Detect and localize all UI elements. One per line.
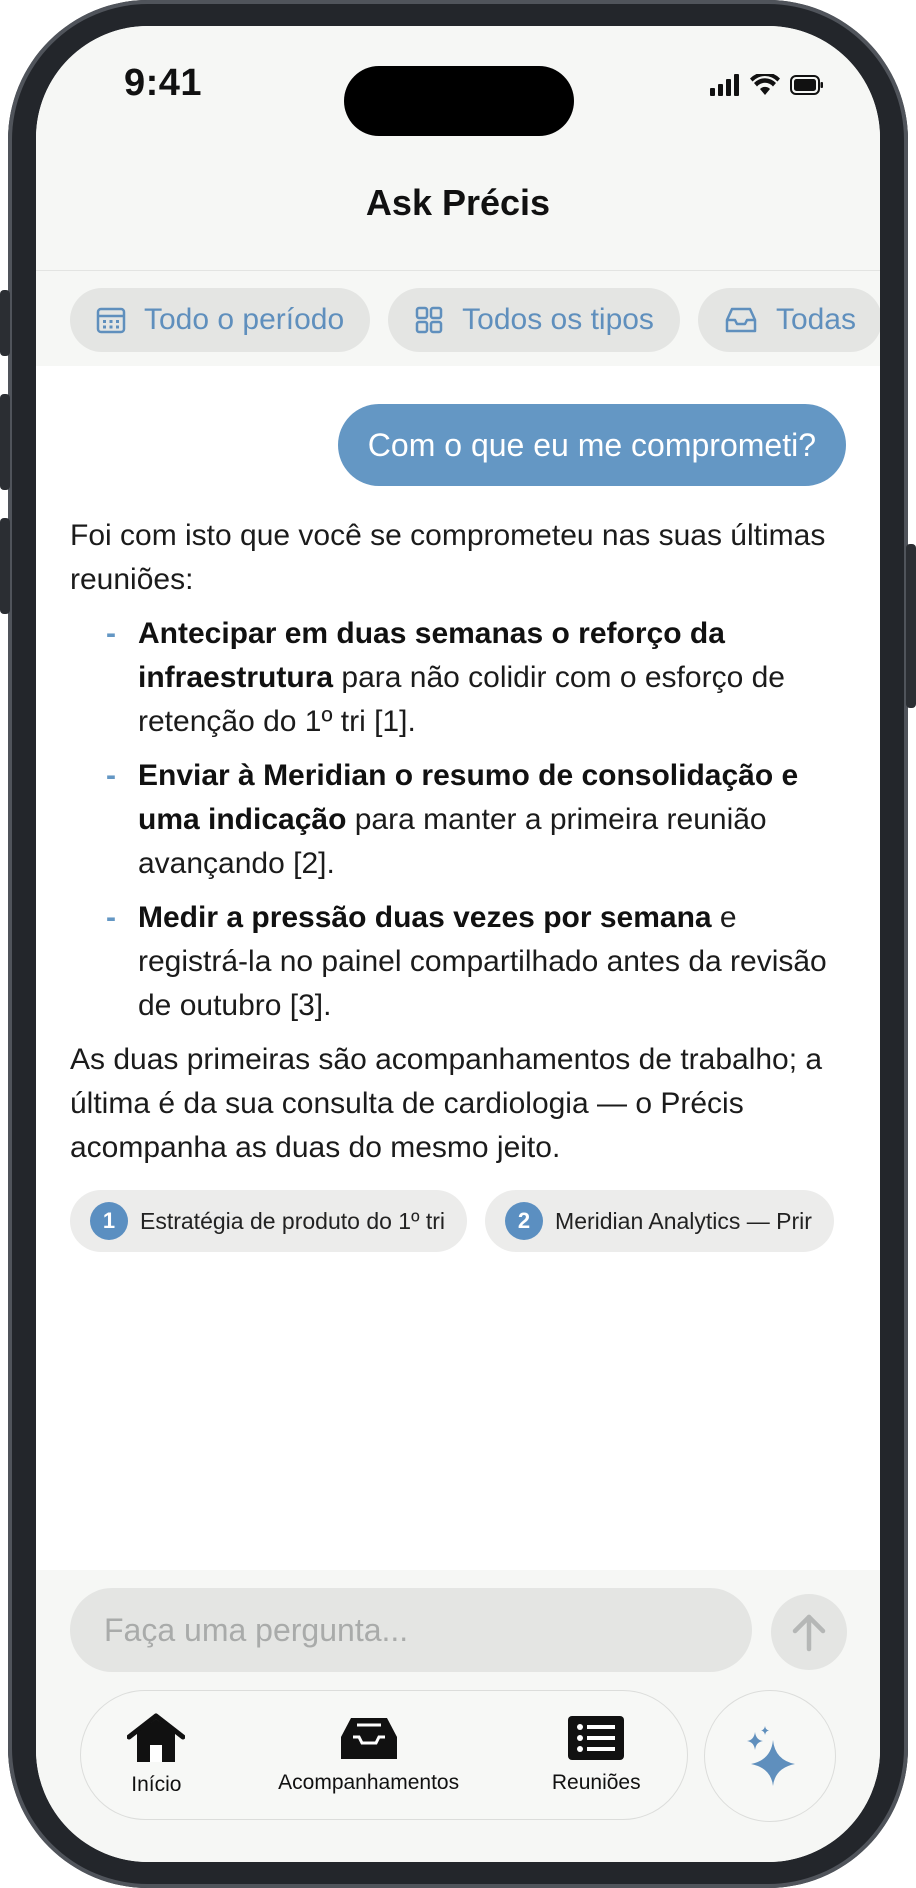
home-icon	[127, 1713, 185, 1763]
source-number: 1	[90, 1202, 128, 1240]
commitment-item	[70, 754, 850, 886]
screen	[36, 26, 880, 1862]
send-button[interactable]	[771, 1594, 847, 1670]
filter-source-label: Todas	[775, 303, 856, 336]
bullet-dash: -	[106, 901, 116, 934]
header-divider	[36, 270, 880, 271]
source-label: Estratégia de produto do 1º tri	[140, 1207, 446, 1234]
filter-type-label: Todos os tipos	[462, 303, 654, 336]
arrow-up-icon	[791, 1612, 827, 1652]
commitment-detail: e registrá-la no painel compartilhado antes da revisão de outubro [3].	[138, 901, 827, 1022]
filter-chips	[70, 288, 880, 352]
commitment-item	[70, 896, 850, 1028]
volume-up-button	[0, 394, 10, 490]
source-label: Meridian Analytics — Prir	[555, 1207, 812, 1234]
user-message-text: Com o que eu me comprometi?	[367, 426, 816, 463]
volume-down-button	[0, 518, 10, 614]
commitment-item	[70, 612, 850, 744]
answer-outro: As duas primeiras são acompanhamentos de trabalho; a última é da sua consulta de cardiologia — o Précis acompanha as duas do mesmo jeito.	[70, 1043, 823, 1164]
filter-type-chip[interactable]	[388, 288, 680, 352]
power-button	[906, 544, 916, 708]
source-chip[interactable]	[70, 1190, 467, 1252]
filter-source-chip[interactable]	[698, 288, 880, 352]
battery-icon	[790, 75, 824, 95]
sparkles-icon	[743, 1726, 797, 1786]
ask-ai-button[interactable]	[704, 1690, 836, 1822]
filter-period-chip[interactable]	[70, 288, 370, 352]
bullet-dash: -	[106, 617, 116, 650]
grid-icon	[414, 305, 444, 335]
tab-home-label: Início	[131, 1773, 182, 1796]
source-chips	[70, 1190, 846, 1252]
tab-bar	[80, 1690, 688, 1820]
commitment-title: Antecipar em duas semanas o reforço da infraestrutura	[138, 617, 725, 694]
signal-icon	[710, 74, 740, 96]
action-button	[0, 290, 10, 356]
tab-meetings[interactable]	[552, 1715, 641, 1795]
filter-period-label: Todo o período	[144, 303, 345, 336]
ask-input[interactable]	[70, 1588, 752, 1672]
dynamic-island	[344, 66, 574, 136]
commitment-list	[70, 612, 850, 1028]
tab-home[interactable]	[127, 1713, 185, 1797]
status-icons	[710, 74, 824, 96]
commitment-detail: para não colidir com o esforço de retenção do 1º tri [1].	[138, 661, 785, 738]
bullet-dash: -	[106, 759, 116, 792]
tab-followups[interactable]	[278, 1715, 459, 1795]
commitment-detail: para manter a primeira reunião avançando [2].	[138, 803, 767, 880]
tab-followups-label: Acompanhamentos	[278, 1771, 460, 1794]
inbox-tray-icon	[339, 1715, 399, 1761]
inbox-icon	[724, 305, 758, 335]
list-icon	[567, 1715, 625, 1761]
source-number: 2	[505, 1202, 543, 1240]
answer-intro: Foi com isto que você se comprometeu nas suas últimas reuniões:	[70, 519, 826, 596]
calendar-icon	[96, 305, 126, 335]
tab-meetings-label: Reuniões	[551, 1771, 641, 1794]
commitment-title: Medir a pressão duas vezes por semana	[138, 901, 712, 934]
assistant-answer	[70, 514, 850, 1170]
page-title: Ask Précis	[365, 182, 551, 223]
user-message-bubble	[338, 404, 846, 486]
commitment-title: Enviar à Meridian o resumo de consolidação e uma indicação	[138, 759, 799, 836]
wifi-icon	[750, 74, 780, 96]
status-time: 9:41	[124, 62, 203, 104]
source-chip[interactable]	[485, 1190, 834, 1252]
